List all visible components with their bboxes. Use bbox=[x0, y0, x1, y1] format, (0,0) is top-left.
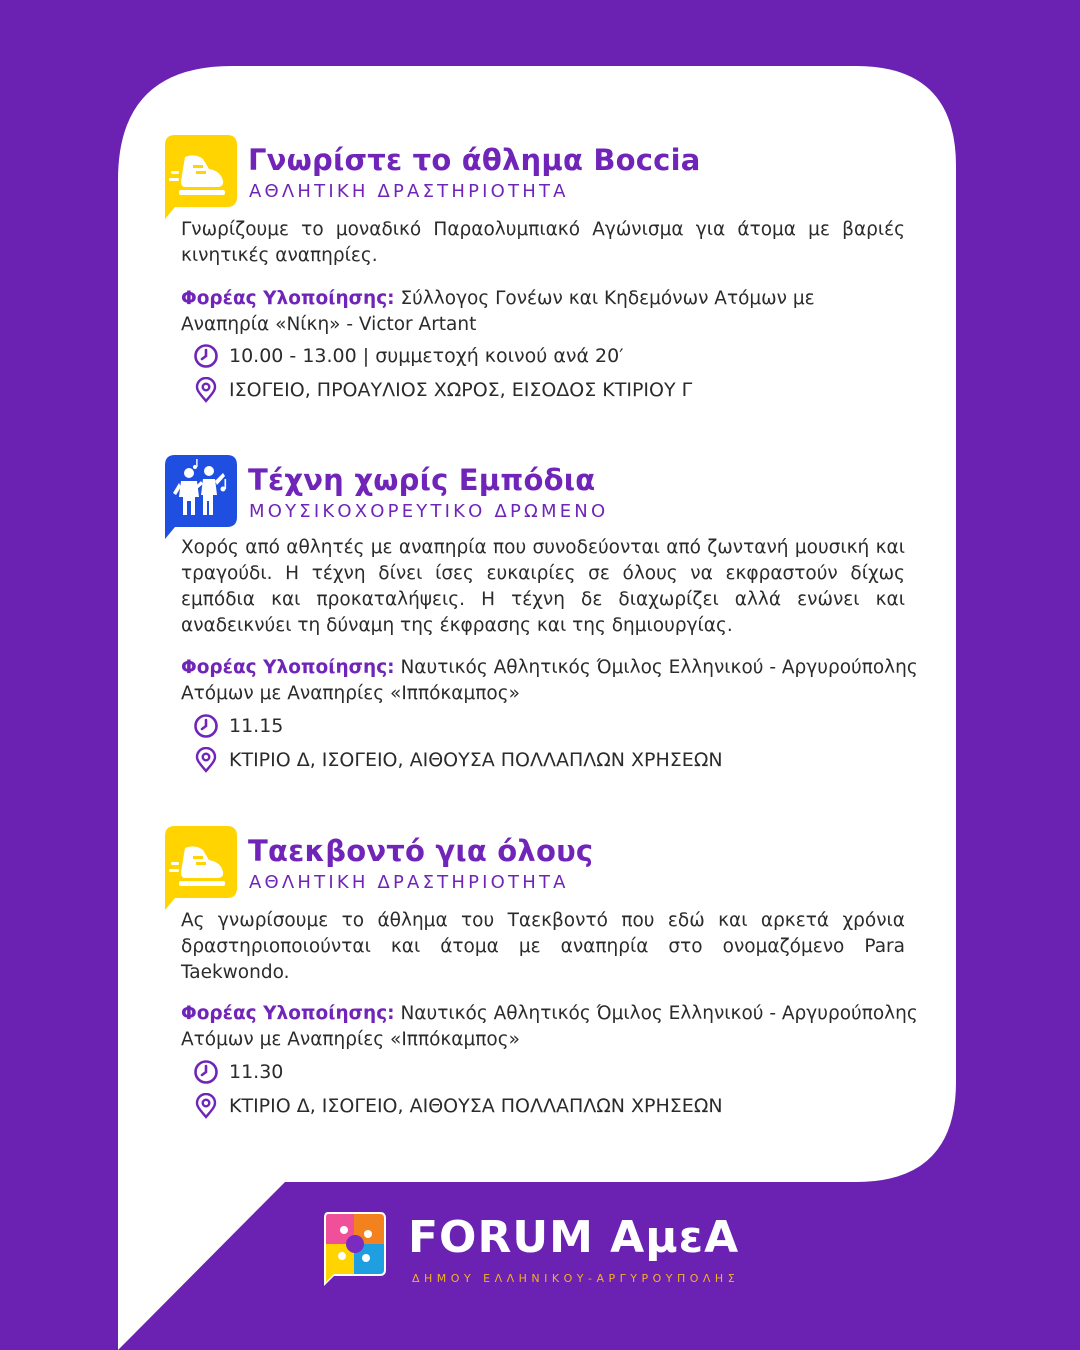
clock-icon bbox=[193, 1059, 219, 1085]
event-organizer bbox=[181, 286, 821, 338]
event-description: Χορός από αθλητές με αναπηρία που συνοδεύονται από ζωντανή μουσική και τραγούδι. Η τέχνη δίνει ίσες ευκαιρίες σε όλους να εκφραστούν δίχως εμπόδια και προκαταλήψεις. Η τέχνη δε διαχωρίζει αλλά ενώνει και αναδεικνύει τη δύναμη της έκφρασης και της δημιουργίας. bbox=[181, 537, 905, 636]
event-description: Γνωρίζουμε το μοναδικό Παραολυμπιακό Αγώνισμα για άτομα με βαριές κινητικές αναπηρίες. bbox=[181, 219, 905, 266]
organizer-name: Σύλλογος Γονέων και Κηδεμόνων Ατόμων με Αναπηρία «Νίκη» - Victor Artant bbox=[181, 288, 815, 335]
location-pin-icon bbox=[193, 377, 219, 403]
time-text: 11.15 bbox=[229, 715, 284, 737]
location-text: ΚΤΙΡΙΟ Δ, ΙΣΟΓΕΙΟ, ΑΙΘΟΥΣΑ ΠΟΛΛΑΠΛΩΝ ΧΡΗΣΕΩΝ bbox=[229, 1095, 723, 1117]
clock-icon bbox=[193, 343, 219, 369]
event-location bbox=[193, 1091, 723, 1121]
event-organizer bbox=[181, 1001, 951, 1053]
organizer-label: Φορέας Υλοποίησης: bbox=[181, 657, 395, 678]
event-title: Γνωρίστε το άθλημα Boccia bbox=[248, 143, 701, 177]
event-description: Ας γνωρίσουμε το άθλημα του Ταεκβοντό που εδώ και αρκετά χρόνια δραστηριοποιούνται και άτομα με αναπηρία στο ονομαζόμενο Para Taekwondo. bbox=[181, 910, 905, 983]
location-pin-icon bbox=[193, 747, 219, 773]
time-text: 10.00 - 13.00 | συμμετοχή κοινού ανά 20′ bbox=[229, 345, 624, 367]
event-location bbox=[193, 375, 692, 405]
location-text: ΚΤΙΡΙΟ Δ, ΙΣΟΓΕΙΟ, ΑΙΘΟΥΣΑ ΠΟΛΛΑΠΛΩΝ ΧΡΗΣΕΩΝ bbox=[229, 749, 723, 771]
clock-icon bbox=[193, 713, 219, 739]
location-pin-icon bbox=[193, 1093, 219, 1119]
forum-logo-icon bbox=[322, 1212, 388, 1286]
event-time bbox=[193, 711, 283, 741]
forum-logo bbox=[320, 1210, 760, 1290]
organizer-name: Ναυτικός Αθλητικός Όμιλος Ελληνικού - Αργυρούπολης Ατόμων με Αναπηρίες «Ιππόκαμπος» bbox=[181, 1003, 918, 1050]
event-title: Τέχνη χωρίς Εμπόδια bbox=[248, 463, 596, 497]
event-time bbox=[193, 1057, 283, 1087]
event-card-taekwondo bbox=[165, 826, 955, 1122]
event-category: ΑΘΛΗΤΙΚΗ ΔΡΑΣΤΗΡΙΟΤΗΤΑ bbox=[249, 872, 569, 893]
location-text: ΙΣΟΓΕΙΟ, ΠΡΟΑΥΛΙΟΣ ΧΩΡΟΣ, ΕΙΣΟΔΟΣ ΚΤΙΡΙΟΥ Γ bbox=[229, 379, 693, 401]
dancers-icon bbox=[165, 455, 237, 539]
brand-name: FORUM ΑμεΑ bbox=[408, 1212, 740, 1263]
organizer-label: Φορέας Υλοποίησης: bbox=[181, 288, 395, 309]
sneaker-icon bbox=[165, 135, 237, 219]
sneaker-icon bbox=[165, 826, 237, 910]
organizer-label: Φορέας Υλοποίησης: bbox=[181, 1003, 395, 1024]
event-category: ΑΘΛΗΤΙΚΗ ΔΡΑΣΤΗΡΙΟΤΗΤΑ bbox=[249, 181, 569, 202]
event-time bbox=[193, 341, 624, 371]
event-card-boccia bbox=[165, 135, 955, 405]
brand-subtitle: ΔΗΜΟΥ ΕΛΛΗΝΙΚΟΥ-ΑΡΓΥΡΟΥΠΟΛΗΣ bbox=[412, 1272, 740, 1285]
event-category: ΜΟΥΣΙΚΟΧΟΡΕΥΤΙΚΟ ΔΡΩΜΕΝΟ bbox=[249, 501, 609, 522]
organizer-name: Ναυτικός Αθλητικός Όμιλος Ελληνικού - Αργυρούπολης Ατόμων με Αναπηρίες «Ιππόκαμπος» bbox=[181, 657, 918, 704]
time-text: 11.30 bbox=[229, 1061, 284, 1083]
event-card-art bbox=[165, 455, 955, 775]
event-title: Ταεκβοντό για όλους bbox=[248, 834, 594, 868]
event-location bbox=[193, 745, 723, 775]
event-organizer bbox=[181, 655, 951, 707]
